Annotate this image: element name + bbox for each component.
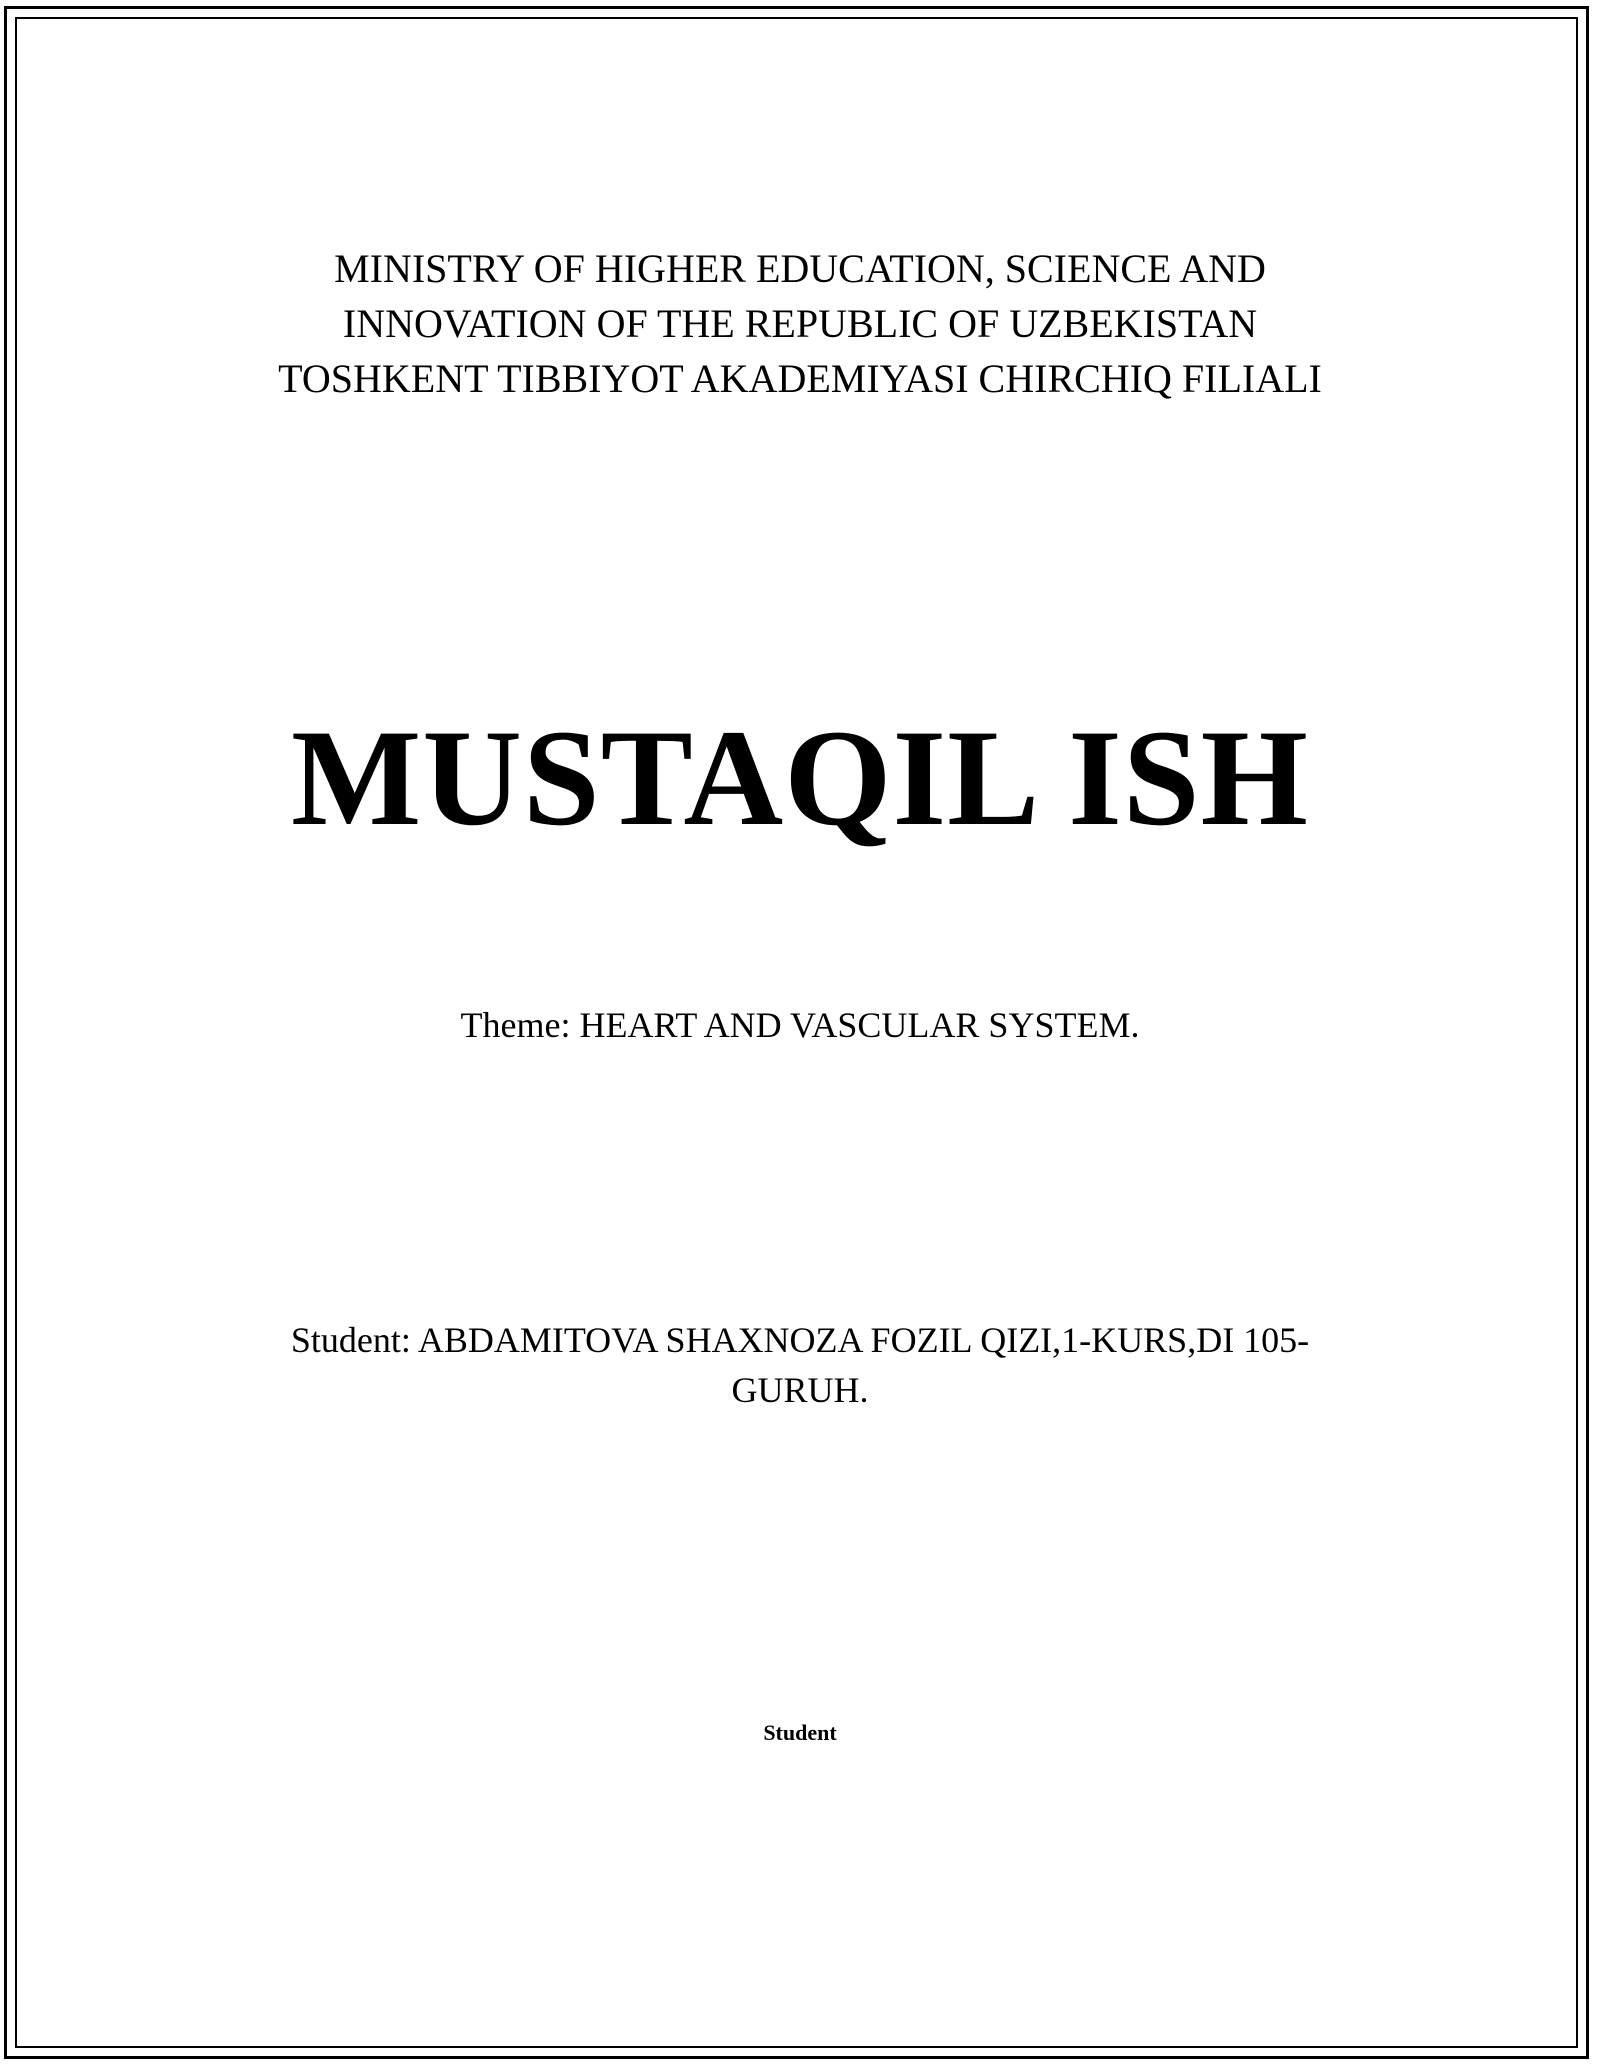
student-label: Student <box>763 1720 837 1745</box>
theme-line: Theme: HEART AND VASCULAR SYSTEM. <box>460 1005 1140 1045</box>
document-title: MUSTAQIL ISH <box>291 701 1309 854</box>
student-info-line-2: GURUH. <box>731 1370 869 1410</box>
student-info-line-1: Student: ABDAMITOVA SHAXNOZA FOZIL QIZI,1-KURS,DI 105- <box>290 1320 1310 1360</box>
ministry-name-line-1: MINISTRY OF HIGHER EDUCATION, SCIENCE AND <box>334 246 1266 291</box>
ministry-name-line-2: INNOVATION OF THE REPUBLIC OF UZBEKISTAN <box>342 301 1258 346</box>
institution-name: TOSHKENT TIBBIYOT AKADEMIYASI CHIRCHIQ FILIALI <box>278 356 1322 401</box>
